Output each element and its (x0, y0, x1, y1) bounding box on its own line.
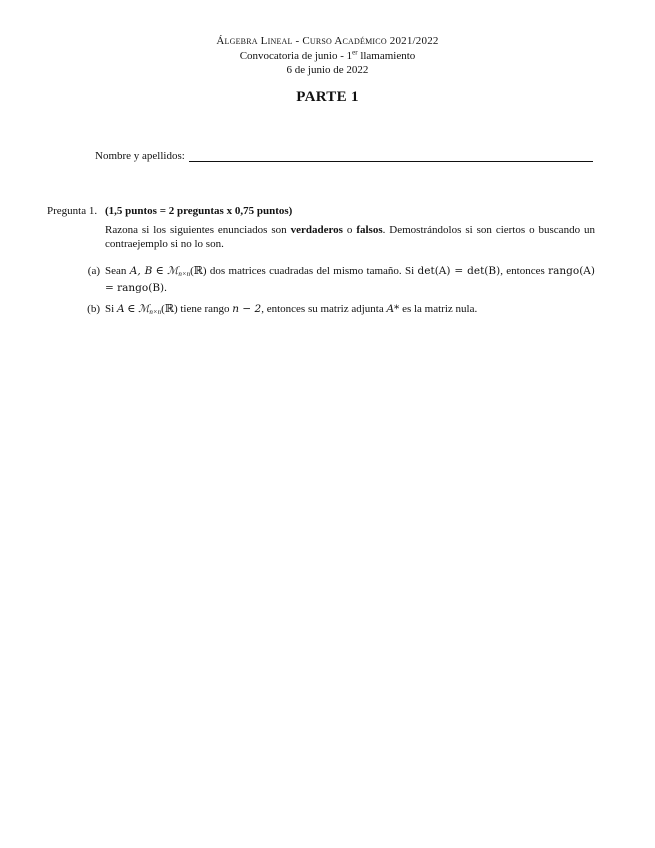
item-label: (a) (87, 265, 100, 277)
exam-header (0, 34, 655, 78)
item-text: Si A ∈ ℳ$_{n\times n}$(ℝ) tiene rango n − 2, entonces su matriz adjunta A* es la matriz nula. (105, 303, 478, 316)
name-field-line[interactable] (189, 151, 593, 162)
question-item-b (47, 302, 595, 319)
bold-true: verdaderos (290, 224, 343, 236)
question-points: (1,5 puntos = 2 preguntas x 0,75 puntos) (105, 205, 293, 217)
part-title: PARTE 1 (296, 89, 359, 105)
question-intro: Razona si los siguientes enunciados son verdaderos o falsos. Demostrándolos si son ciertos o buscando un contraejemplo si no lo son. (105, 224, 596, 250)
item-text: Sean A, B ∈ ℳ$_{n\times n}$(ℝ) dos matrices cuadradas del mismo tamaño. Si det(A) = det(B), entonces rango(A) = rango(B). (105, 265, 595, 294)
question-items (47, 264, 595, 319)
course-line: Álgebra Lineal - Curso Académico 2021/2022 (216, 35, 439, 47)
question-label: Pregunta 1. (47, 205, 98, 217)
question-item-a (47, 264, 595, 295)
exam-date: 6 de junio de 2022 (286, 64, 369, 76)
call-line: Convocatoria de junio - 1er llamamiento (239, 47, 416, 62)
question-header (47, 205, 595, 217)
name-field-label: Nombre y apellidos: (95, 150, 185, 162)
item-label: (b) (87, 303, 100, 315)
name-field-row (95, 150, 593, 162)
bold-false: falsos (356, 224, 383, 236)
question-1 (47, 205, 595, 326)
